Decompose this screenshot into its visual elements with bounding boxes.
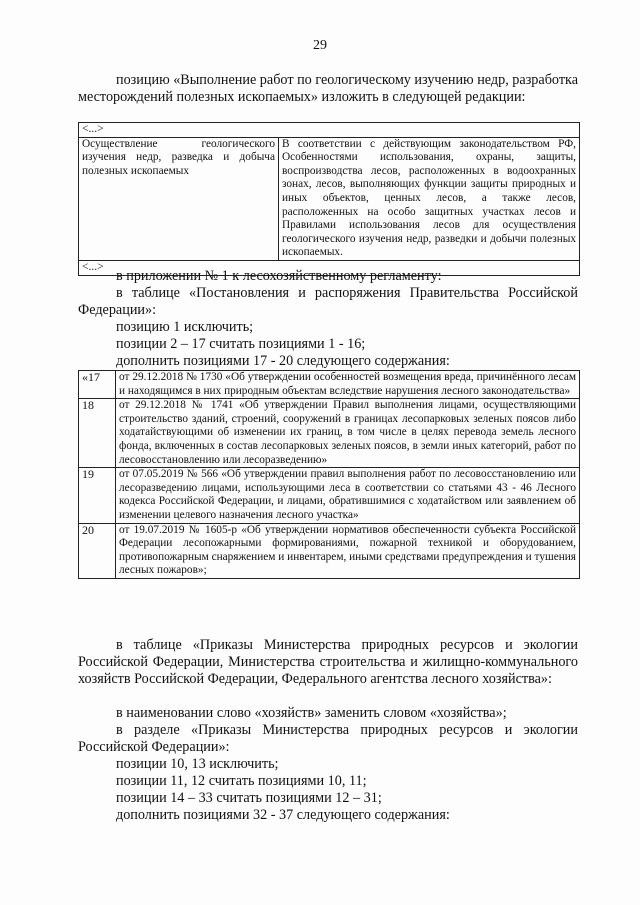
annex-paragraph: в приложении № 1 к лесохозяйственному регламенту: [116, 268, 442, 284]
table-row [79, 523, 580, 578]
row-number: 19 [79, 468, 116, 523]
open-bracket: <...> [79, 123, 580, 138]
row-number: 18 [79, 399, 116, 468]
position-1-paragraph: позицию 1 исключить; [116, 319, 254, 335]
positions-2-17-paragraph: позиции 2 – 17 считать позициями 1 - 16; [116, 336, 366, 352]
table-row [79, 468, 580, 523]
close-bracket: <...> [79, 260, 580, 275]
row-text: от 07.05.2019 № 566 «Об утверждении правил выполнения работ по лесовосстановлению или лесоразведению лицами, использующими леса в соответствии со статьями 43 - 46 Лесного кодекса Российской Федерации, и лицами, обратившимися с ходатайством или заявлением об изменении целевого назначения лесного участка» [116, 468, 580, 523]
table-row [79, 399, 580, 468]
replacement-table [78, 122, 580, 276]
row-number: «17 [79, 371, 116, 399]
activity-cell: Осуществление геологического изучения недр, разведка и добыча полезных ископаемых [79, 137, 279, 260]
row-text: от 19.07.2019 № 1605-р «Об утверждении нормативов обеспеченности субъекта Российской Федерации лесопожарными формированиями, пожарной техникой и оборудованием, противопожарным снаряжением и инвентарем, иными средствами предупреждения и тушения лесных пожаров»; [116, 523, 580, 578]
positions-14-33-paragraph: позиции 14 – 33 считать позициями 12 – 31; [116, 790, 382, 806]
add-positions-32-37-paragraph: дополнить позициями 32 - 37 следующего содержания: [116, 807, 450, 823]
gov-acts-table [78, 370, 580, 579]
section-paragraph: в разделе «Приказы Министерства природных ресурсов и экологии Российской Федерации»: [78, 722, 578, 755]
gov-table-paragraph: в таблице «Постановления и распоряжения Правительства Российской Федерации»: [78, 285, 578, 318]
page-number: 29 [313, 38, 327, 53]
row-text: от 29.12.2018 № 1730 «Об утверждении особенностей возмещения вреда, причинённого лесам и находящимся в них природным объектам вследствие нарушения лесного законодательства» [116, 371, 580, 399]
intro-paragraph: позицию «Выполнение работ по геологическому изучению недр, разработка месторождений полезных ископаемых» изложить в следующей редакции: [78, 72, 578, 105]
ministry-table-paragraph: в таблице «Приказы Министерства природных ресурсов и экологии Российской Федерации, Министерства строительства и жилищно-коммунального хозяйств Российской Федерации, Федерального агентства лесного хозяйства»: [78, 637, 578, 687]
name-change-paragraph: в наименовании слово «хозяйств» заменить словом «хозяйства»; [116, 705, 507, 721]
add-positions-paragraph: дополнить позициями 17 - 20 следующего содержания: [116, 353, 450, 369]
row-text: от 29.12.2018 № 1741 «Об утверждении Правил выполнения лицами, осуществляющими строительство зданий, строений, сооружений в границах лесопарковых зеленых поясов либо ходатайствующими об изменении их границ, в том числе в целях перевода земель лесного фонда, включенных в состав лесопарковых зеленых поясов, в земли иных категорий, работ по лесовосстановлению или лесоразведению» [116, 399, 580, 468]
table-row [79, 371, 580, 399]
row-number: 20 [79, 523, 116, 578]
activity-description-cell: В соответствии с действующим законодательством РФ, Особенностями использования, охраны, защиты, воспроизводства лесов, расположенных в водоохранных зонах, лесов, выполняющих функции защиты природных и иных объектов, ценных лесов, а также лесов, расположенных на особо защитных участках лесов и Правилами использования лесов для осуществления геологического изучения недр, разведки и добычи полезных ископаемых. [279, 137, 580, 260]
positions-11-12-paragraph: позиции 11, 12 считать позициями 10, 11; [116, 773, 367, 789]
positions-10-13-paragraph: позиции 10, 13 исключить; [116, 756, 279, 772]
